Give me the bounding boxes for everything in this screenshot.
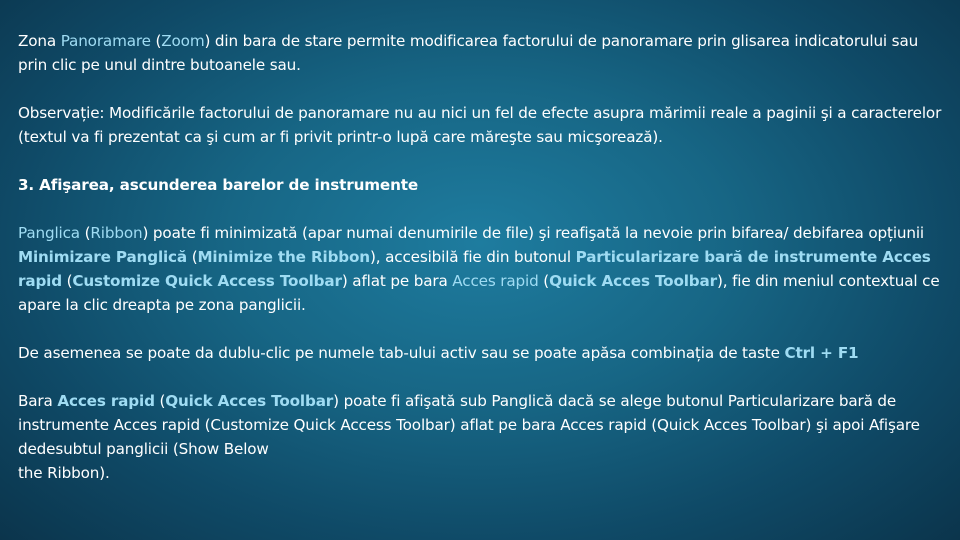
text: (: [150, 32, 162, 50]
text: De asemenea se poate da dublu-clic pe numele tab-ului activ sau se poate apăsa combinația de taste: [18, 344, 785, 362]
term-panglica: Panglica: [18, 224, 80, 242]
slide-content: [18, 29, 948, 485]
text: ) poate fi minimizată (apar numai denumirile de file) şi reafişată la nevoie prin bifarea/ debifarea opțiunii: [142, 224, 924, 242]
text: ), accesibilă fie din butonul: [369, 248, 576, 266]
text: (: [538, 272, 550, 290]
text: ) poate fi afişată sub Panglică dacă se alege butonul Particularizare bară de instrumente Acces rapid (Customize Quick Access Toolbar) aflat pe bara Acces rapid (Quick Acces Toolbar) şi apoi Afişare dedesubtul panglicii (Show Below: [18, 392, 920, 458]
term-acces-rapid: Acces rapid: [57, 392, 155, 410]
text: ), fie din meniul contextual ce apare la clic dreapta pe zona panglicii.: [18, 272, 940, 314]
text: ) din bara de stare permite modificarea factorului de panoramare prin glisarea indicatorului sau prin clic pe unul dintre butoanele sau.: [18, 32, 919, 74]
text: Bara: [18, 392, 58, 410]
term-acces-rapid: Acces rapid: [452, 272, 539, 290]
text: (: [79, 224, 91, 242]
text: (: [187, 248, 198, 266]
text: Zona: [18, 32, 61, 50]
term-particularizare-bara: Particularizare bară de instrumente Acces rapid: [18, 248, 931, 290]
term-ribbon: Ribbon: [90, 224, 143, 242]
paragraph-dublu-clic: [18, 341, 948, 365]
text: the Ribbon).: [18, 464, 110, 482]
term-zoom: Zoom: [161, 32, 205, 50]
term-quick-acces-toolbar: Quick Acces Toolbar: [549, 272, 717, 290]
term-customize-quick-access-toolbar: Customize Quick Access Toolbar: [72, 272, 342, 290]
term-minimizare-panglica: Minimizare Panglică: [18, 248, 188, 266]
text: (: [154, 392, 166, 410]
paragraph-observatie: [18, 101, 948, 149]
shortcut-ctrl-f1: Ctrl + F1: [784, 344, 859, 362]
section-heading: 3. Afişarea, ascunderea barelor de instrumente: [18, 176, 418, 194]
text: (: [61, 272, 73, 290]
term-quick-acces-toolbar: Quick Acces Toolbar: [165, 392, 334, 410]
term-minimize-the-ribbon: Minimize the Ribbon: [197, 248, 370, 266]
text: ) aflat pe bara: [341, 272, 453, 290]
paragraph-panglica: [18, 221, 948, 317]
paragraph-zoom: [18, 29, 948, 77]
paragraph-bara-acces-rapid: [18, 389, 948, 485]
term-panoramare: Panoramare: [60, 32, 151, 50]
text: Observație: Modificările factorului de panoramare nu au nici un fel de efecte asupra mărimii reale a paginii şi a caracterelor (textul va fi prezentat ca şi cum ar fi privit printr-o lupă care măreşte sau micşorează).: [18, 104, 942, 146]
